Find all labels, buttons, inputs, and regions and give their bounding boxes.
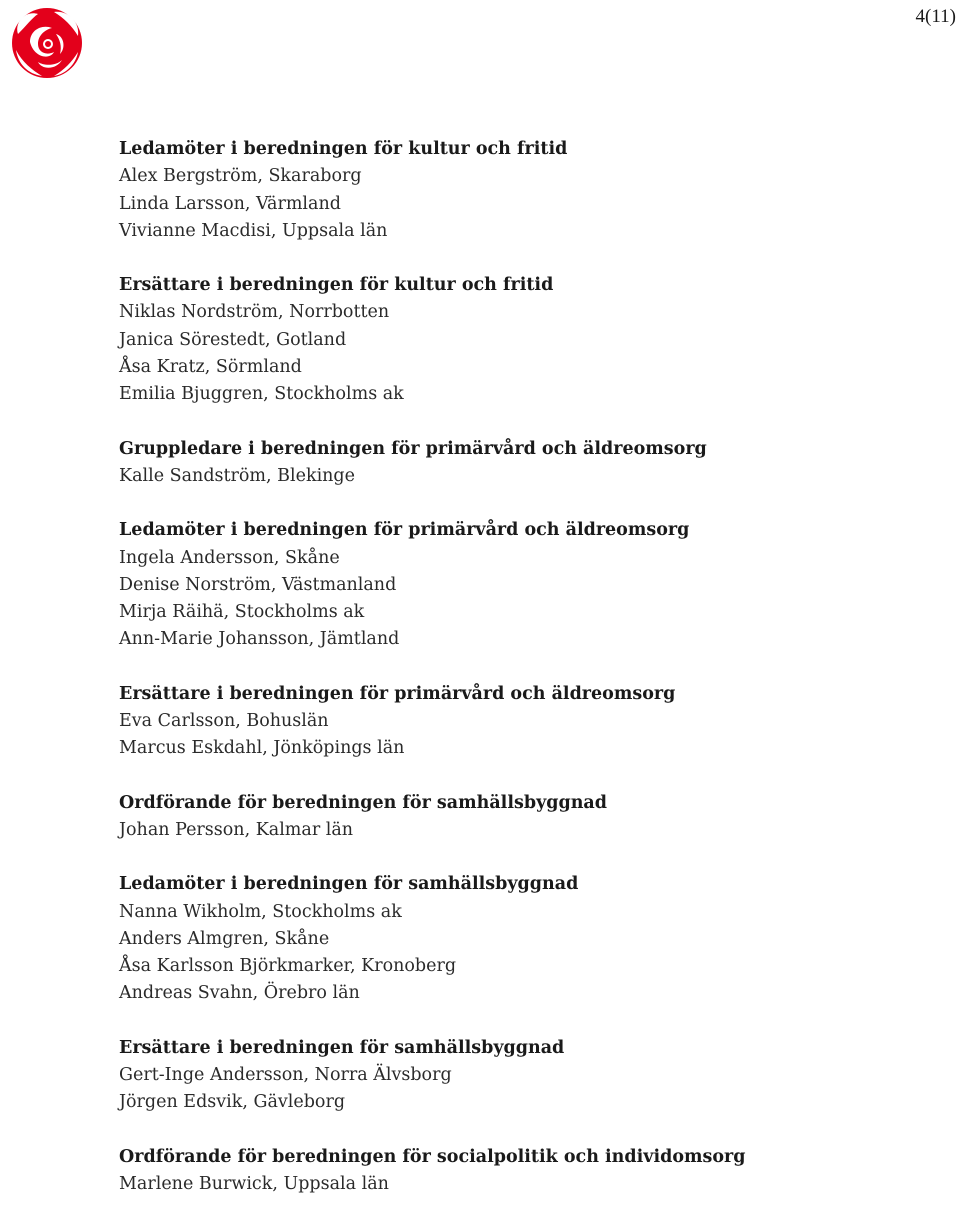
committee-section xyxy=(119,681,939,763)
page-number: 4(11) xyxy=(915,6,956,27)
section-heading: Ersättare i beredningen för kultur och fritid xyxy=(119,275,554,296)
section-heading: Ledamöter i beredningen för samhällsbyggnad xyxy=(119,874,579,895)
member-entry: Janica Sörestedt, Gotland xyxy=(119,329,347,350)
member-entry: Marlene Burwick, Uppsala län xyxy=(119,1173,389,1194)
member-entry: Johan Persson, Kalmar län xyxy=(119,819,354,840)
committee-section xyxy=(119,272,939,408)
section-heading: Gruppledare i beredningen för primärvård och äldreomsorg xyxy=(119,438,707,459)
section-heading: Ledamöter i beredningen för kultur och fritid xyxy=(119,139,568,159)
member-entry: Kalle Sandström, Blekinge xyxy=(119,465,355,486)
member-entry: Åsa Kratz, Sörmland xyxy=(119,357,302,378)
member-entry: Nanna Wikholm, Stockholms ak xyxy=(119,901,402,922)
committee-section xyxy=(119,436,939,491)
committee-section xyxy=(119,1144,939,1199)
committee-section xyxy=(119,871,939,1007)
member-entry: Jörgen Edsvik, Gävleborg xyxy=(119,1092,346,1113)
member-entry: Ingela Andersson, Skåne xyxy=(119,547,340,568)
committee-section xyxy=(119,517,939,653)
member-entry: Andreas Svahn, Örebro län xyxy=(119,983,360,1004)
committee-section xyxy=(119,1035,939,1117)
member-entry: Alex Bergström, Skaraborg xyxy=(119,166,362,187)
rose-logo xyxy=(8,4,86,82)
committee-section xyxy=(119,790,939,845)
member-entry: Niklas Nordström, Norrbotten xyxy=(119,302,390,323)
section-heading: Ersättare i beredningen för samhällsbyggnad xyxy=(119,1037,565,1058)
section-heading: Ledamöter i beredningen för primärvård och äldreomsorg xyxy=(119,520,690,541)
member-entry: Anders Almgren, Skåne xyxy=(119,928,330,949)
section-heading: Ersättare i beredningen för primärvård och äldreomsorg xyxy=(119,683,676,704)
member-entry: Marcus Eskdahl, Jönköpings län xyxy=(119,738,405,759)
member-entry: Gert-Inge Andersson, Norra Älvsborg xyxy=(119,1065,452,1086)
document-body xyxy=(119,136,939,1225)
committee-section xyxy=(119,136,939,245)
member-entry: Emilia Bjuggren, Stockholms ak xyxy=(119,384,404,405)
member-entry: Linda Larsson, Värmland xyxy=(119,193,341,214)
member-entry: Åsa Karlsson Björkmarker, Kronoberg xyxy=(119,956,457,977)
member-entry: Vivianne Macdisi, Uppsala län xyxy=(119,220,388,241)
member-entry: Ann-Marie Johansson, Jämtland xyxy=(119,629,400,650)
member-entry: Mirja Räihä, Stockholms ak xyxy=(119,602,365,623)
rose-logo-graphic xyxy=(8,4,86,82)
section-heading: Ordförande för beredningen för samhällsbyggnad xyxy=(119,792,608,813)
member-entry: Eva Carlsson, Bohuslän xyxy=(119,711,329,732)
section-heading: Ordförande för beredningen för socialpolitik och individomsorg xyxy=(119,1146,746,1167)
member-entry: Denise Norström, Västmanland xyxy=(119,574,397,595)
